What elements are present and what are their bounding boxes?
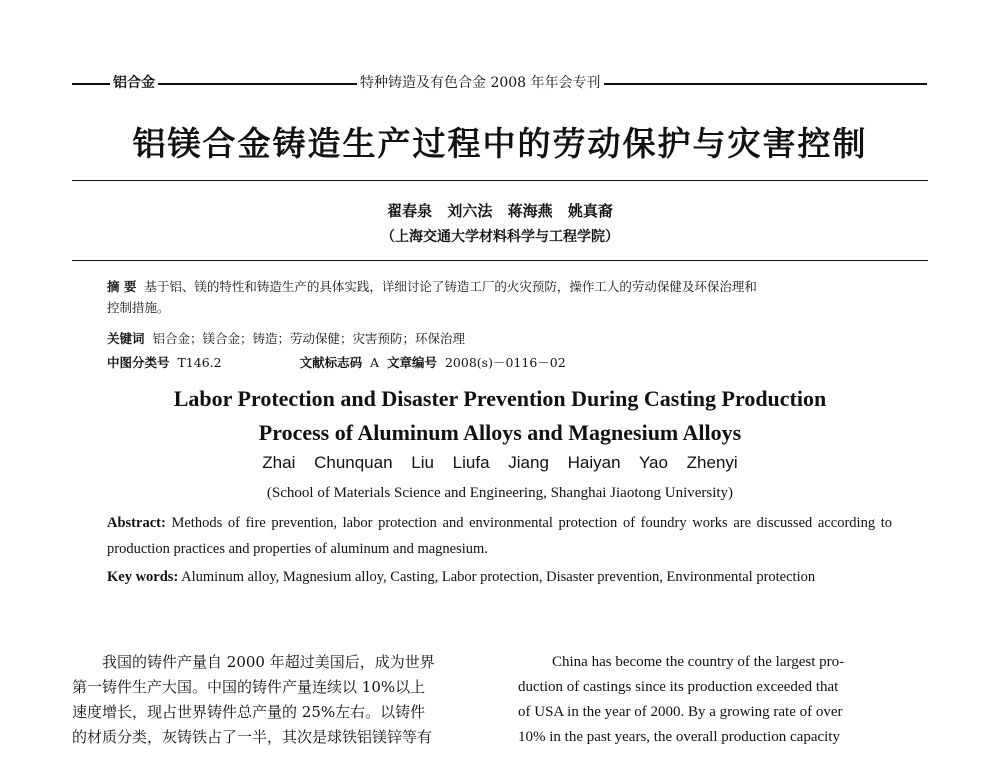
body-cn-line: 速度增长，现占世界铸件总产量的 25%左右。以铸件 [72, 703, 426, 721]
abstract-cn [107, 276, 900, 318]
keywords-en-label: Key words [107, 569, 174, 585]
body-cn-line: 第一铸件生产大国。中国的铸件产量连续以 10%以上 [72, 678, 426, 696]
body-en-line: China has become the country of the largest pro- [552, 654, 845, 670]
keywords-cn-label: 关键词 [107, 331, 145, 346]
keywords-en: Key words: Aluminum alloy, Magnesium alloy, Casting, Labor protection, Disaster prevention, Environmental protection [107, 569, 816, 585]
body-column-en [518, 650, 928, 750]
running-header [72, 72, 928, 92]
header-section: 铝合金 [110, 72, 158, 92]
doc-code-value: A [370, 355, 380, 370]
article-no-value: 2008(s)－0116－02 [444, 355, 566, 370]
affiliation-cn: （上海交通大学材料科学与工程学院） [381, 229, 619, 245]
body-en-line: duction of castings since its production exceeded that [518, 679, 839, 695]
paper-title-en-line2: Process of Aluminum Alloys and Magnesium Alloys [258, 420, 742, 445]
header-journal: 特种铸造及有色合金 2008 年年会专刊 [357, 72, 604, 92]
paper-title-cn: 铝镁合金铸造生产过程中的劳动保护与灾害控制 [132, 124, 868, 163]
abstract-en: Abstract: Methods of fire prevention, labor protection and environmental protection of foundry works are discussed according to production practices and properties of aluminum and magnesium. [107, 515, 892, 557]
keywords-cn [107, 328, 900, 349]
body-en-line: 10% in the past years, the overall production capacity [518, 729, 840, 745]
classification-line [107, 352, 900, 373]
authors-cn: 翟春泉 刘六法 蒋海燕 姚真裔 [387, 202, 613, 220]
body-column-cn [72, 650, 485, 750]
paper-title-en-line1: Labor Protection and Disaster Prevention During Casting Production [173, 386, 827, 411]
abstract-cn-line2: 控制措施。 [107, 300, 170, 315]
authors-en: Zhai Chunquan Liu Liufa Jiang Haiyan Yao Zhenyi [262, 453, 738, 472]
body-cn-line: 的材质分类，灰铸铁占了一半，其次是球铁铝镁锌等有 [72, 728, 433, 746]
affiliation-en: (School of Materials Science and Engineering, Shanghai Jiaotong University) [266, 485, 734, 501]
article-no-label: 文章编号 [387, 355, 438, 370]
body-en-line: of USA in the year of 2000. By a growing rate of over [518, 704, 843, 720]
clc-label: 中图分类号 [107, 355, 170, 370]
clc-value: T146.2 [177, 355, 222, 370]
abstract-en-text: Methods of fire prevention, labor protection and environmental protection of foundry works are discussed according to production practices and properties of aluminum and magnesium. [107, 515, 892, 557]
body-cn-line: 我国的铸件产量自 2000 年超过美国后，成为世界 [72, 653, 435, 671]
abstract-en-label: Abstract [107, 515, 161, 531]
doc-code-label: 文献标志码 [299, 355, 363, 370]
abstract-cn-line1: 基于铝、镁的特性和铸造生产的具体实践，详细讨论了铸造工厂的火灾预防，操作工人的劳动保健及环保治理和 [144, 279, 757, 294]
keywords-en-text: Aluminum alloy, Magnesium alloy, Casting, Labor protection, Disaster prevention, Environmental protection [181, 569, 816, 585]
abstract-cn-label: 摘 要 [107, 279, 137, 294]
author-rule [72, 260, 928, 261]
keywords-cn-text: 铝合金；镁合金；铸造；劳动保健；灾害预防；环保治理 [152, 331, 465, 346]
title-rule [72, 180, 928, 181]
